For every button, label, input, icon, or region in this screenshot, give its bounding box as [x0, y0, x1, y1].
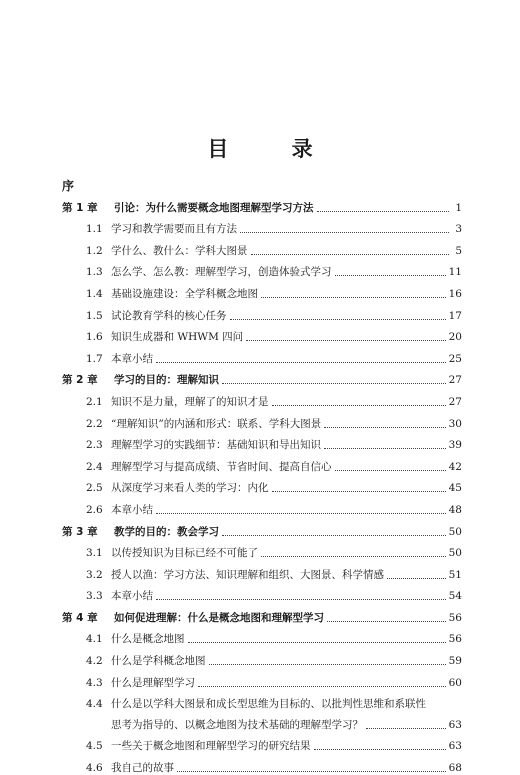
toc-section-entry[interactable]	[62, 753, 462, 775]
toc-page-number: 20	[448, 331, 462, 344]
toc-page-number: 68	[448, 761, 462, 774]
toc-entry-title: 什么是理解型学习	[111, 676, 195, 689]
toc-page-number: 42	[448, 460, 462, 473]
toc-entry-number: 1.6	[86, 331, 103, 344]
toc-page-number: 54	[448, 590, 462, 603]
toc-entry-number: 1.1	[86, 223, 103, 236]
toc-section-entry[interactable]	[62, 452, 462, 474]
toc-leader-dots	[335, 470, 446, 471]
toc-page-number: 45	[448, 482, 462, 495]
toc-page-number: 30	[448, 417, 462, 430]
toc-section-entry[interactable]	[62, 409, 462, 431]
toc-entry-title: 如何促进理解：什么是概念地图和理解型学习	[114, 611, 324, 624]
toc-section-entry[interactable]	[62, 387, 462, 409]
toc-entry-number: 2.2	[86, 417, 103, 430]
toc-leader-dots	[261, 297, 446, 298]
toc-chapter-entry[interactable]	[62, 366, 462, 388]
toc-section-entry[interactable]	[62, 668, 462, 690]
toc-entry-number: 4.6	[86, 761, 103, 774]
table-of-contents	[62, 193, 462, 775]
toc-entry-number: 4.2	[86, 655, 103, 668]
toc-leader-dots	[246, 340, 445, 341]
toc-section-entry[interactable]	[62, 495, 462, 517]
toc-section-entry[interactable]	[62, 690, 462, 732]
toc-leader-dots	[317, 211, 450, 212]
toc-entry-title: 本章小结	[111, 352, 153, 365]
toc-entry-number: 1.4	[86, 287, 103, 300]
toc-leader-dots	[261, 556, 446, 557]
toc-entry-title: 理解型学习的实践细节：基础知识和导出知识	[111, 439, 321, 452]
toc-entry-number: 2.4	[86, 460, 103, 473]
toc-leader-dots	[188, 642, 446, 643]
toc-entry-title: “理解知识”的内涵和形式：联系、学科大图景	[111, 417, 322, 430]
toc-section-entry[interactable]	[62, 539, 462, 561]
toc-entry-number: 3.3	[86, 590, 103, 603]
toc-leader-dots	[272, 491, 446, 492]
toc-page-number: 17	[448, 309, 462, 322]
page-title: 目 录	[207, 137, 341, 161]
toc-leader-dots	[251, 254, 450, 255]
toc-leader-dots	[387, 578, 446, 579]
toc-section-entry[interactable]	[62, 474, 462, 496]
toc-page-number: 56	[448, 633, 462, 646]
toc-page-number: 25	[448, 352, 462, 365]
toc-entry-title: 本章小结	[111, 590, 153, 603]
toc-page-number: 50	[448, 525, 462, 538]
toc-chapter-entry[interactable]	[62, 193, 462, 215]
toc-leader-dots	[209, 664, 446, 665]
toc-entry-number: 1.7	[86, 352, 103, 365]
toc-entry-number: 1.5	[86, 309, 103, 322]
toc-leader-dots	[222, 383, 446, 384]
toc-leader-dots	[335, 275, 446, 276]
toc-section-entry[interactable]	[62, 625, 462, 647]
toc-entry-title: 知识不是力量，理解了的知识才是	[111, 395, 269, 408]
toc-entry-title: 学习和教学需要而且有方法	[111, 223, 237, 236]
toc-page-number: 60	[448, 676, 462, 689]
toc-page-number: 3	[455, 223, 462, 236]
toc-section-entry[interactable]	[62, 236, 462, 258]
toc-entry-title: 理解型学习与提高成绩、节省时间、提高自信心	[111, 460, 332, 473]
toc-page-number: 5	[455, 244, 462, 257]
toc-entry-title: 学习的目的：理解知识	[114, 374, 219, 387]
toc-entry-title-continued: 思考为指导的、以概念地图为技术基础的理解型学习？	[111, 718, 363, 731]
toc-leader-dots	[177, 771, 446, 772]
toc-leader-dots	[272, 405, 446, 406]
toc-entry-title: 知识生成器和 WHWM 四问	[111, 331, 244, 344]
toc-page-number: 16	[448, 287, 462, 300]
toc-leader-dots	[366, 728, 446, 729]
toc-preface: 序	[62, 179, 75, 193]
toc-chapter-entry[interactable]	[62, 603, 462, 625]
toc-entry-number: 4.4	[86, 697, 103, 710]
toc-section-entry[interactable]	[62, 560, 462, 582]
toc-leader-dots	[198, 686, 446, 687]
toc-entry-title: 以传授知识为目标已经不可能了	[111, 547, 258, 560]
toc-page-number: 39	[448, 439, 462, 452]
toc-leader-dots	[230, 319, 446, 320]
toc-page-number: 59	[448, 655, 462, 668]
toc-entry-title: 什么是学科概念地图	[111, 655, 206, 668]
toc-entry-number: 4.1	[86, 633, 103, 646]
toc-entry-title: 怎么学、怎么教：理解型学习，创造体验式学习	[111, 266, 332, 279]
toc-entry-title: 授人以渔：学习方法、知识理解和组织、大图景、科学情感	[111, 568, 384, 581]
toc-section-entry[interactable]	[62, 344, 462, 366]
toc-entry-number: 1.3	[86, 266, 103, 279]
toc-entry-title: 什么是概念地图	[111, 633, 185, 646]
toc-entry-title: 引论：为什么需要概念地图理解型学习方法	[114, 201, 314, 214]
toc-entry-number: 第 2 章	[62, 374, 98, 387]
toc-entry-title: 从深度学习来看人类的学习：内化	[111, 482, 269, 495]
toc-leader-dots	[222, 535, 446, 536]
toc-leader-dots	[156, 362, 446, 363]
toc-entry-title: 什么是以学科大图景和成长型思维为目标的、以批判性思维和系联性	[111, 697, 426, 710]
toc-page-number: 11	[448, 266, 462, 279]
toc-section-entry[interactable]	[62, 279, 462, 301]
toc-page-number: 56	[448, 611, 462, 624]
toc-entry-title: 学什么、教什么：学科大图景	[111, 244, 248, 257]
toc-entry-number: 第 3 章	[62, 525, 98, 538]
toc-section-entry[interactable]	[62, 215, 462, 237]
toc-entry-title: 基础设施建设：全学科概念地图	[111, 287, 258, 300]
toc-leader-dots	[327, 621, 446, 622]
toc-leader-dots	[324, 427, 445, 428]
toc-section-entry[interactable]	[62, 582, 462, 604]
toc-page-number: 48	[448, 503, 462, 516]
toc-page-number: 27	[448, 395, 462, 408]
toc-page-number: 51	[448, 568, 462, 581]
toc-entry-title: 试论教育学科的核心任务	[111, 309, 227, 322]
toc-entry-number: 3.2	[86, 568, 103, 581]
toc-section-entry[interactable]	[62, 301, 462, 323]
toc-page-number: 50	[448, 547, 462, 560]
toc-chapter-entry[interactable]	[62, 517, 462, 539]
toc-section-entry[interactable]	[62, 646, 462, 668]
toc-section-entry[interactable]	[62, 431, 462, 453]
toc-entry-number: 1.2	[86, 244, 103, 257]
toc-entry-number: 2.5	[86, 482, 103, 495]
toc-leader-dots	[324, 448, 446, 449]
toc-leader-dots	[156, 599, 446, 600]
toc-entry-title: 教学的目的：教会学习	[114, 525, 219, 538]
toc-entry-title: 本章小结	[111, 503, 153, 516]
toc-entry-number: 3.1	[86, 547, 103, 560]
toc-entry-number: 第 1 章	[62, 201, 98, 214]
toc-page-number: 1	[455, 201, 462, 214]
toc-entry-title: 一些关于概念地图和理解型学习的研究结果	[111, 740, 311, 753]
toc-entry-number: 4.5	[86, 740, 103, 753]
toc-entry-number: 2.6	[86, 503, 103, 516]
toc-entry-title: 我自己的故事	[111, 761, 174, 774]
toc-entry-number: 2.1	[86, 395, 103, 408]
toc-page-number: 63	[448, 718, 462, 731]
toc-leader-dots	[156, 513, 446, 514]
toc-entry-number: 第 4 章	[62, 611, 98, 624]
toc-page-number: 27	[448, 374, 462, 387]
toc-leader-dots	[314, 749, 446, 750]
toc-leader-dots	[240, 232, 449, 233]
toc-entry-number: 2.3	[86, 439, 103, 452]
toc-page-number: 63	[448, 740, 462, 753]
toc-entry-number: 4.3	[86, 676, 103, 689]
toc-section-entry[interactable]	[62, 258, 462, 280]
toc-section-entry[interactable]	[62, 323, 462, 345]
